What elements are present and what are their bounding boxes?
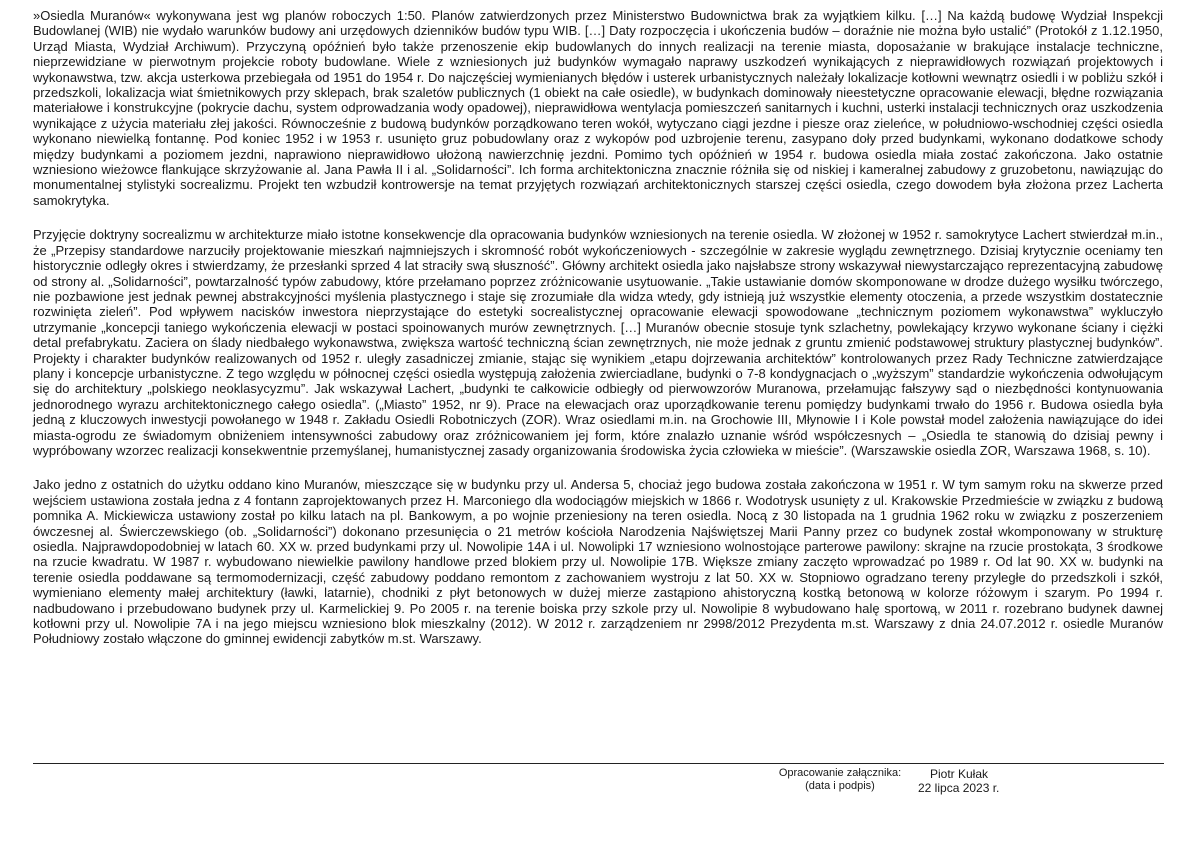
signature-label-line2: (data i podpis) <box>805 780 875 792</box>
signature-date: 22 lipca 2023 r. <box>918 781 1000 795</box>
signature-label <box>772 767 908 793</box>
paragraph-1: »Osiedla Muranów« wykonywana jest wg planów roboczych 1:50. Planów zatwierdzonych przez Ministerstwo Budownictwa brak za wyjątkiem kilku. […] Na każdą budowę Wydział Inspekcji Budowlanej (WIB) nie wydało warunków budowy ani urzędowych dzienników budów typu WIB. […] Daty rozpoczęcia i ukończenia budów – doraźnie nie można było ustalić” (Protokół z 1.12.1950, Urząd Miasta, Wydział Archiwum). Przyczyną opóźnień było także przenoszenie ekip budowlanych do innych realizacji na terenie miasta, doposażanie w brakujące instalacje techniczne, nieprzewidziane w pierwotnym projekcie roboty budowlane. Wiele z wzniesionych już budynków wymagało naprawy uszkodzeń wynikających z nieprawidłowych rozwiązań projektowych i wykonawstwa, tzw. akcja usterkowa przebiegała od 1951 do 1954 r. Do najczęściej wymienianych błędów i usterek urbanistycznych należały lokalizacje kotłowni wewnątrz osiedli i w pobliżu szkół i przedszkoli, lokalizacja wiat śmietnikowych przy sklepach, brak szaletów publicznych (1 obiekt na całe osiedle), w budynkach dominowały nieestetyczne opracowanie elewacji, błędne rozwiązania materiałowe i konstrukcyjne (pokrycie dachu, system odprowadzania wody opadowej), nieprawidłowa wentylacja pomieszczeń sanitarnych i kuchni, usterki instalacji technicznych oraz uszkodzenia wynikające z użycia materiału złej jakości. Równocześnie z budową budynków porządkowano teren wokół, wytyczano ciągi jezdne i piesze oraz zieleńce, w południowo-wschodniej części osiedla wykonano niewielką fontannę. Pod koniec 1952 i w 1953 r. usunięto gruz pobudowlany oraz z wykopów pod uzbrojenie terenu, zasypano doły przed budynkami, wykonano dodatkowe schody między budynkami a poziomem jezdni, naprawiono nieprawidłowo ułożoną nawierzchnię jezdni. Pomimo tych opóźnień w 1954 r. budowa osiedla miała zostać zakończona. Jako ostatnie wzniesiono wieżowce flankujące skrzyżowanie al. Jana Pawła II i al. „Solidarności”. Ich forma architektoniczna znacznie różniła się od niskiej i kameralnej zabudowy z gruzobetonu, nawiązując do monumentalnej stylistyki socrealizmu. Projekt ten wzbudził kontrowersje na temat przyjętych rozwiązań architektonicznych starszej części osiedla, czego dowodem była złożona przez Lacherta samokrytyka. <box>33 8 1163 208</box>
document-body <box>33 8 1163 666</box>
paragraph-2: Przyjęcie doktryny socrealizmu w architekturze miało istotne konsekwencje dla opracowania budynków wzniesionych na terenie osiedla. W złożonej w 1952 r. samokrytyce Lachert stwierdzał m.in., że „Przepisy standardowe narzuciły projektowanie mieszkań najmniejszych i skromność robót wykończeniowych - szczególnie w zakresie wyglądu zewnętrznego. Dzisiaj krytycznie oceniamy ten historycznie odległy okres i stwierdzamy, że przesłanki sprzed 4 lat straciły swą słuszność”. Główny architekt osiedla jako najsłabsze strony wskazywał niewystarczająco reprezentacyjną zabudowę od strony al. „Solidarności”, powtarzalność typów zabudowy, które przełamano poprzez zróżnicowanie usytuowanie. „Takie ustawianie domów skomponowane w drodze dużego wysiłku twórczego, nie pozbawione jest jednak pewnej abstrakcyjności myślenia plastycznego i staje się zrozumiałe dla widza wtedy, gdy istnieją już wszystkie elementy otoczenia, a przede wszystkim dostatecznie rozwinięta zieleń”. Pod wpływem nacisków inwestora nieprzystające do estetyki socrealistycznej opracowanie elewacji spowodowane „technicznym poziomem wykonawstwa” wykluczyło utrzymanie „koncepcji taniego wykończenia elewacji w postaci spoinowanych murów zewnętrznych. […] Muranów obecnie stosuje tynk szlachetny, powlekający krzywo wykonane ściany i ciężki detal prefabrykatu. Zaciera on ślady niedbałego wykonawstwa, zwiększa wartość techniczną ścian zewnętrznych, nie może jednak z gruntu zmienić podstawowej struktury plastycznej budynków”. Projekty i charakter budynków realizowanych od 1952 r. uległy zasadniczej zmianie, stając się wynikiem „etapu dojrzewania architektów” kontrolowanych przez Rady Techniczne zatwierdzające plany i koncepcje urbanistyczne. Z tego względu w północnej części osiedla występują założenia zwierciadlane, budynki o 7-8 kondygnacjach o „wyższym” standardzie wykończenia odwołującym się do architektury „polskiego neoklasycyzmu”. Jak wskazywał Lachert, „budynki te całkowicie odbiegły od pierwowzorów Muranowa, przełamując fałszywy sąd o niezbędności kontynuowania jednorodnego wyrazu architektonicznego całego osiedla”. („Miasto” 1952, nr 9). Prace na elewacjach oraz uporządkowanie terenu pomiędzy budynkami trwało do 1956 r. Budowa osiedla była jedną z kluczowych inwestycji powołanego w 1948 r. Zakładu Osiedli Robotniczych (ZOR). Wraz osiedlami m.in. na Grochowie III, Młynowie I i Kole powstał model założenia nawiązujące do idei miasta-ogrodu ze świadomym obniżeniem intensywności zabudowy oraz zróżnicowaniem jej form, które znalazło uznanie wśród współczesnych – „Osiedla te stanowią do dzisiaj pewny i wypróbowany wzorzec realizacji konsekwentnie przemyślanej, humanistycznej zasady organizowania środowiska życia człowieka w mieście”. (Warszawskie osiedla ZOR, Warszawa 1968, s. 10). <box>33 227 1163 458</box>
divider-line <box>33 763 1164 764</box>
signature-block <box>918 767 999 795</box>
author-name: Piotr Kułak <box>930 767 989 781</box>
signature-label-line1: Opracowanie załącznika: <box>778 767 902 779</box>
footer <box>0 767 1199 807</box>
paragraph-3: Jako jedno z ostatnich do użytku oddano kino Muranów, mieszczące się w budynku przy ul. Andersa 5, chociaż jego budowa została zakończona w 1951 r. W tym samym roku na skwerze przed wejściem ustawiona została jedna z 4 fontann zaprojektowanych przez H. Marconiego dla wodociągów miejskich w 1866 r. Wodotrysk usunięty z ul. Krakowskie Przedmieście w związku z budową pomnika A. Mickiewicza ustawiony został po kilku latach na pl. Bankowym, a po wojnie przeniesiony na teren osiedla. Nocą z 30 listopada na 1 grudnia 1962 roku w związku z poszerzeniem ówczesnej al. Świerczewskiego (ob. „Solidarności”) dokonano przesunięcia o 21 metrów kościoła Narodzenia Najświętszej Marii Panny przez co budynek został wkomponowany w strukturę osiedla. Najprawdopodobniej w latach 60. XX w. przed budynkami przy ul. Nowolipie 14A i ul. Nowolipki 17 wzniesiono wolnostojące parterowe pawilony: skrajne na rzucie prostokąta, 3 środkowe na rzucie kwadratu. W 1987 r. wybudowano niewielkie pawilony handlowe przed blokiem przy ul. Nowolipie 17B. Większe zmiany zaczęto wprowadzać po 1989 r. Od lat 90. XX w. budynki na terenie osiedla poddawane są termomodernizacji, część zabudowy poddano remontom z zachowaniem wystroju z lat 50. XX w. Stopniowo ogradzano tereny przyległe do przedszkoli i szkół, wymieniano elementy małej architektury (ławki, latarnie), chodniki z płyt betonowych w dużej mierze zastąpiono ahistoryczną kostką betonową w kolorze różowym i szarym. Po 1994 r. nadbudowano i przebudowano budynek przy ul. Karmelickiej 9. Po 2005 r. na terenie boiska przy szkole przy ul. Nowolipie 8 wybudowano halę sportową, w 2011 r. rozebrano budynek dawnej kotłowni przy ul. Nowolipie 7A i na jego miejscu wzniesiono blok mieszkalny (2012). W 2012 r. zarządzeniem nr 2998/2012 Prezydenta m.st. Warszawy z dnia 24.07.2012 r. osiedle Muranów Południowy zostało włączone do gminnej ewidencji zabytków m.st. Warszawy. <box>33 477 1163 647</box>
